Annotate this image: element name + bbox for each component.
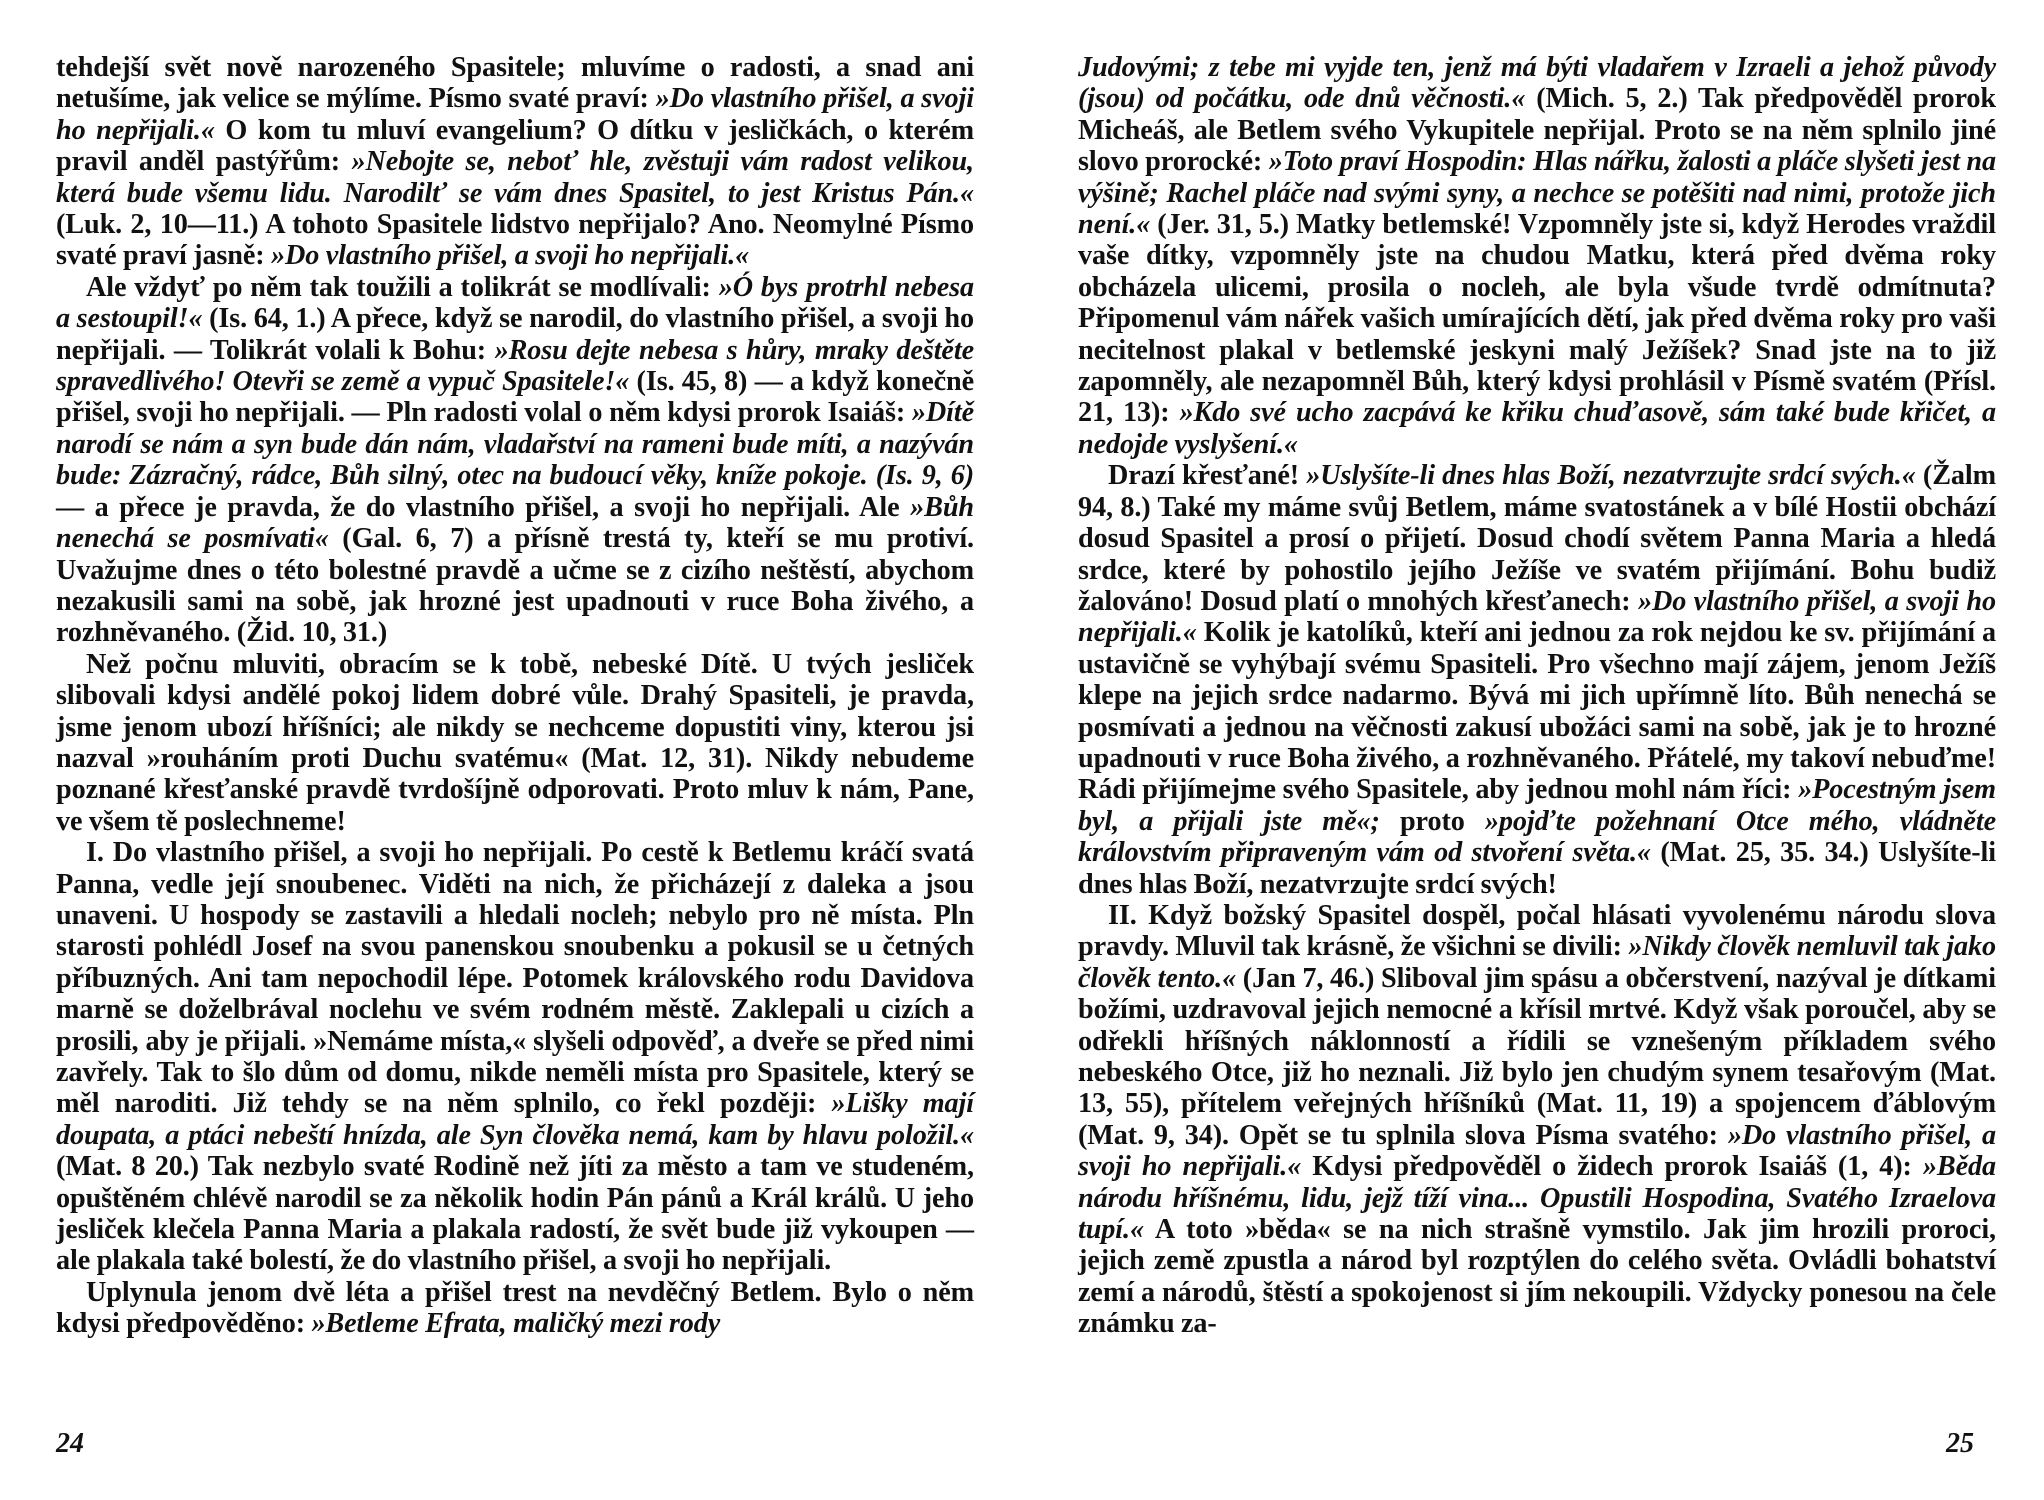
text-run: (Luk. 2, 10—11.) A tohoto Spasitele lidstvo nepřijalo? Ano. Neomylné Písmo svaté praví jasně: bbox=[56, 209, 974, 272]
text-run: (Mat. 8 20.) Tak nezbylo svaté Rodině než jíti za město a tam ve studeném, opuštěném chlévě narodil se za několik hodin Pán pánů a Král králů. U jeho jesliček klečela Panna Maria a plakala radostí, že svět bude již vykoupen — ale plakala také bolestí, že do vlastního přišel, a svoji ho nepřijali. bbox=[56, 1151, 974, 1277]
italic-quote: »Běda národu hříšnému, lidu, jejž tíží vina... Opustili Hospodina, Svatého Izraelova tupí.« bbox=[1078, 1151, 1996, 1246]
italic-quote: »Kdo své ucho zacpává ke křiku chuďasově, sám také bude křičet, a nedojde vyslyšení.« bbox=[1078, 397, 1997, 460]
italic-quote: »Do vlastního přišel, a svoji ho nepřijali.« bbox=[56, 83, 975, 146]
text-run: (Žalm 94, 8.) Také my máme svůj Betlem, máme svatostánek a v bílé Hostii obchází dosud Spasitel a prosí o přijetí. Dosud chodí světem Panna Maria a hledá srdce, které by pohostilo jejího Ježíše ve svatém přijímání. Bohu budiž žalováno! Dosud platí o mnohých křesťanech: bbox=[1078, 460, 1996, 617]
paragraph bbox=[1078, 460, 1996, 900]
left-page-number: 24 bbox=[56, 1428, 84, 1459]
italic-quote: »Do vlastního přišel, a svoji ho nepřijali.« bbox=[1078, 585, 1997, 649]
text-run: proto bbox=[1379, 805, 1485, 837]
text-run: A toto »běda« se na nich strašně vymstilo. Jak jim hrozili proroci, jejich země zpustla a národ byl rozptýlen do celého světa. Ovládli bohatství zemí a národů, štěstí a spokojenost si jím nekoupili. Vždycky ponesou na čele známku za- bbox=[1078, 1214, 1996, 1340]
paragraph bbox=[56, 837, 974, 1277]
right-page bbox=[1078, 52, 1996, 1340]
italic-quote: »Toto praví Hospodin: Hlas nářku, žalosti a pláče slyšeti jest na výšině; Rachel pláče nad svými syny, a nechce se potěšiti nad nimi, protože jich není.« bbox=[1078, 146, 1996, 241]
italic-quote: »Bůh nenechá se posmívati« bbox=[56, 491, 974, 555]
text-run: Než počnu mluviti, obracím se k tobě, nebeské Dítě. U tvých jesliček slibovali kdysi andělé pokoj lidem dobré vůle. Drahý Spasiteli, je pravda, jsme jenom ubozí hříšníci; ale nikdy se nechceme dopustiti viny, kterou jsi nazval »rouháním proti Duchu svatému« (Mat. 12, 31). Nikdy nebudeme poznané křesťanské pravdě tvrdošíjně odporovati. Proto mluv k nám, Pane, ve všem tě poslechneme! bbox=[56, 648, 974, 837]
text-run: (Mat. 25, 35. 34.) Uslyšíte-li dnes hlas Boží, nezatvrzujte srdcí svých! bbox=[1078, 837, 1996, 900]
paragraph bbox=[56, 272, 974, 649]
text-run: (Mich. 5, 2.) Tak předpověděl prorok Micheáš, ale Betlem svého Vykupitele nepřijal. Proto se na něm splnilo jiné slovo prorocké: bbox=[1078, 83, 1996, 178]
text-run: Kdysi předpověděl o židech prorok Isaiáš (1, 4): bbox=[1301, 1151, 1923, 1183]
italic-quote: »pojďte požehnaní Otce mého, vládněte královstvím připraveným vám od stvoření světa.« bbox=[1078, 805, 1996, 869]
italic-quote: »Dítě narodí se nám a syn bude dán nám, vladařství na rameni bude míti, a nazýván bude: Zázračný, rádce, Bůh silný, otec na budoucí věky, kníže pokoje. (Is. 9, 6) bbox=[56, 397, 974, 492]
italic-quote: »Nikdy člověk nemluvil tak jako člověk tento.« bbox=[1078, 931, 1997, 994]
italic-quote: »Uslyšíte-li dnes hlas Boží, nezatvrzujte srdcí svých.« bbox=[1306, 460, 1916, 492]
text-run: (Gal. 6, 7) a přísně trestá ty, kteří se mu protiví. Uvažujme dnes o této bolestné pravdě a učme se z cizího neštěstí, abychom nezakusili sami na sobě, jak hrozné jest upadnouti v ruce Boha živého, a rozhněvaného. (Žid. 10, 31.) bbox=[56, 523, 975, 649]
text-run: (Jer. 31, 5.) Matky betlemské! Vzpomněly jste si, když Herodes vraždil vaše dítky, vzpomněly jste na chudou Matku, která před dvěma roky obcházela ulicemi, prosila o nocleh, ale byla všude tvrdě odmítnuta? Připomenul vám nářek vašich umírajících dětí, jak před dvěma roky pro vaši necitelnost plakal v betlemské jeskyni malý Ježíšek? Snad jste na to již zapomněly, ale nezapomněl Bůh, který kdysi prohlásil v Písmě svatém (Přísl. 21, 13): bbox=[1078, 209, 1996, 429]
italic-quote: »Pocestným jsem byl, a přijali jste mě«; bbox=[1078, 774, 1996, 837]
paragraph bbox=[56, 649, 974, 837]
paragraph bbox=[1078, 900, 1996, 1340]
italic-quote: »Nebojte se, neboť hle, zvěstuji vám radost velikou, která bude všemu lidu. Narodilť se vám dnes Spasitel, to jest Kristus Pán.« bbox=[56, 146, 974, 209]
text-run: O kom tu mluví evangelium? O dítku v jesličkách, o kterém pravil anděl pastýřům: bbox=[56, 114, 974, 178]
left-page bbox=[56, 52, 974, 1340]
italic-quote: »Do vlastního přišel, a svoji ho nepřijali.« bbox=[271, 240, 750, 272]
italic-quote: »Lišky mají doupata, a ptáci nebeští hnízda, ale Syn člověka nemá, kam by hlavu položil.« bbox=[56, 1088, 974, 1151]
paragraph bbox=[1078, 52, 1996, 460]
italic-quote: »Do vlastního přišel, a svoji ho nepřijali.« bbox=[1078, 1119, 1996, 1183]
text-run: — a přece je pravda, že do vlastního přišel, a svoji ho nepřijali. Ale bbox=[56, 491, 911, 523]
text-run: Uplynula jenom dvě léta a přišel trest na nevděčný Betlem. Bylo o něm kdysi předpověděno: bbox=[56, 1276, 974, 1340]
text-run: (Is. 64, 1.) A přece, když se narodil, do vlastního přišel, a svoji ho nepřijali. — Tolikrát volali k Bohu: bbox=[56, 303, 974, 366]
italic-quote: »Ó bys protrhl nebesa a sestoupil!« bbox=[56, 271, 975, 335]
text-run: Drazí křesťané! bbox=[1108, 460, 1307, 492]
text-run: tehdejší svět nově narozeného Spasitele; mluvíme o radosti, a snad ani netušíme, jak velice se mýlíme. Písmo svaté praví: bbox=[56, 52, 974, 115]
text-run: Ale vždyť po něm tak toužili a tolikrát se modlívali: bbox=[86, 271, 719, 303]
italic-quote: »Rosu dejte nebesa s hůry, mraky deštěte spravedlivého! Otevři se země a vypuč Spasitele!« bbox=[56, 334, 974, 398]
paragraph bbox=[56, 1277, 974, 1340]
italic-quote: Judovými; z tebe mi vyjde ten, jenž má býti vladařem v Izraeli a jehož původy (jsou) od počátku, ode dnů věčnosti.« bbox=[1078, 52, 1996, 115]
text-run: I. Do vlastního přišel, a svoji ho nepřijali. Po cestě k Betlemu kráčí svatá Panna, vedle její snoubenec. Viděti na nich, že přicházejí z daleka a jsou unaveni. U hospody se zastavili a hledali nocleh; nebylo pro ně místa. Pln starosti pohlédl Josef na svou panenskou snoubenku a pokusil se u četných příbuzných. Ani tam nepochodil lépe. Potomek královského rodu Davidova marně se doželbrával noclehu ve svém rodném městě. Zaklepali u cizích a prosili, aby je přijali. »Nemáme místa,« slyšeli odpověď, a dveře se před nimi zavřely. Tak to šlo dům od domu, nikde neměli místa pro Spasitele, který se měl naroditi. Již tehdy se na něm splnilo, co řekl později: bbox=[56, 837, 974, 1120]
italic-quote: »Betleme Efrata, maličký mezi rody bbox=[311, 1308, 721, 1340]
text-run: (Is. 45, 8) — a když konečně přišel, svoji ho nepřijali. — Pln radosti volal o něm kdysi prorok Isaiáš: bbox=[56, 366, 974, 429]
text-run: Kolik je katolíků, kteří ani jednou za rok nejdou ke sv. přijímání a ustavičně se vyhýbají svému Spasiteli. Pro všechno mají zájem, jenom Ježíš klepe na jejich srdce nadarmo. Bývá mi jich upřímně líto. Bůh nenechá se posmívati a jednou na věčnosti zakusí ubožáci sami na sobě, jak je to hrozné upadnouti v ruce Boha živého, a rozhněvaného. Přátelé, my takoví nebuďme! Rádi přijímejme svého Spasitele, aby jednou mohl nám říci: bbox=[1078, 617, 1996, 806]
text-run: (Jan 7, 46.) Sliboval jim spásu a občerstvení, nazýval je dítkami božími, uzdravoval jejich nemocné a křísil mrtvé. Když však poroučel, aby se odřekli hříšných náklonností a řídili se vznešeným příkladem svého nebeského Otce, již ho neznali. Již bylo jen chudým synem tesařovým (Mat. 13, 55), přítelem veřejných hříšníků (Mat. 11, 19) a spojencem ďáblovým (Mat. 9, 34). Opět se tu splnila slova Písma svatého: bbox=[1078, 962, 1996, 1151]
paragraph bbox=[56, 52, 974, 272]
right-page-number: 25 bbox=[1946, 1428, 1974, 1459]
text-run: II. Když božský Spasitel dospěl, počal hlásati vyvolenému národu slova pravdy. Mluvil tak krásně, že všichni se divili: bbox=[1078, 899, 1996, 963]
